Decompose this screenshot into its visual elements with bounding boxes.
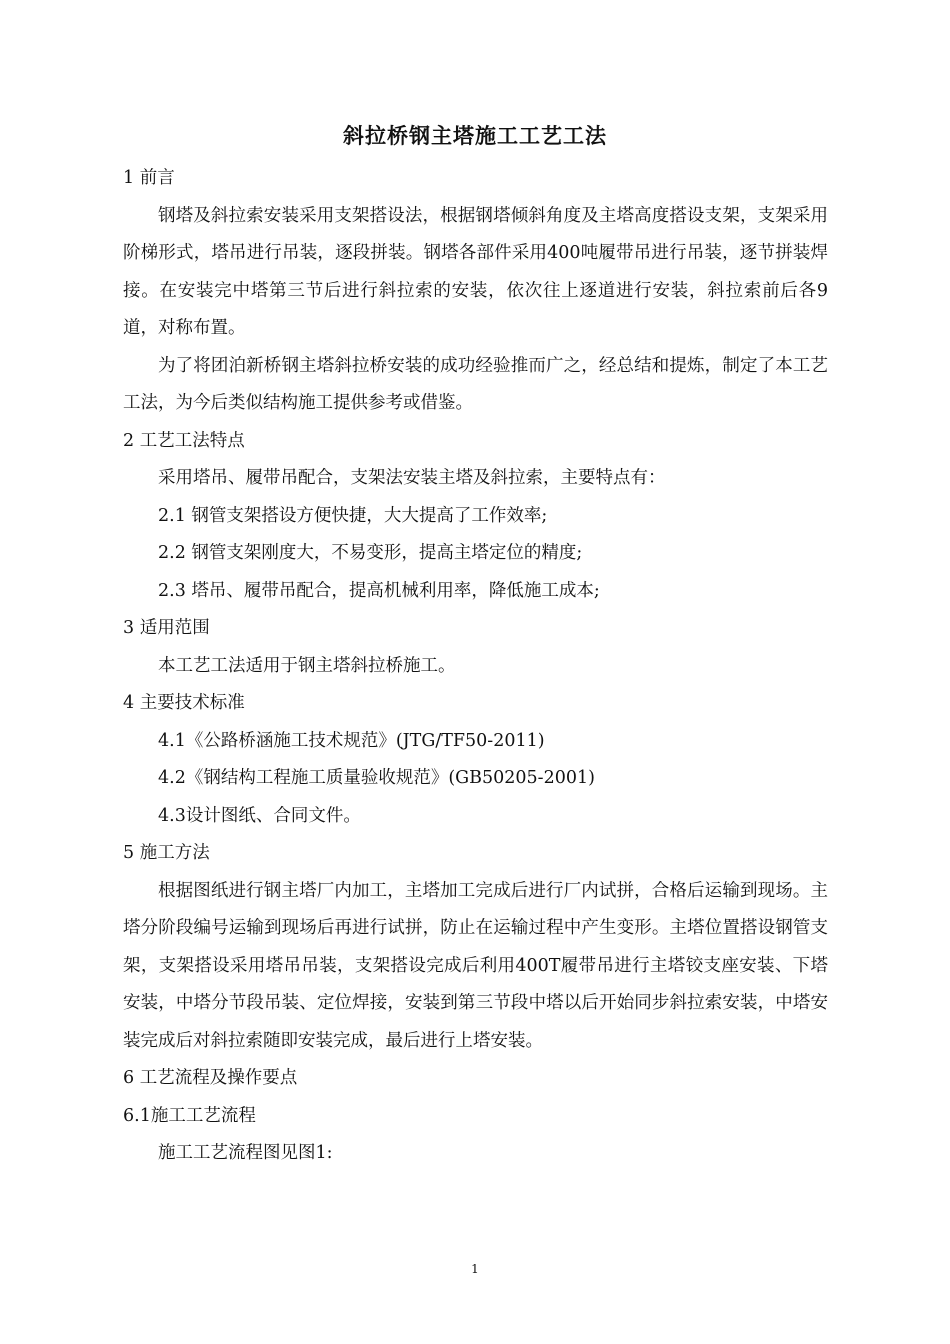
document-body	[123, 160, 828, 1173]
section-5-paragraph-1: 根据图纸进行钢主塔厂内加工，主塔加工完成后进行厂内试拼，合格后运输到现场。主塔分阶段编号运输到现场后再进行试拼，防止在运输过程中产生变形。主塔位置搭设钢管支架，支架搭设采用塔吊吊装，支架搭设完成后利用400T履带吊进行主塔铰支座安装、下塔安装，中塔分节段吊装、定位焊接，安装到第三节段中塔以后开始同步斜拉索安装，中塔安装完成后对斜拉索随即安装完成，最后进行上塔安装。	[123, 880, 828, 1051]
section-1-heading: 1 前言	[123, 168, 175, 188]
section-1-paragraph-2: 为了将团泊新桥钢主塔斜拉桥安装的成功经验推而广之，经总结和提炼，制定了本工艺工法，为今后类似结构施工提供参考或借鉴。	[123, 355, 828, 413]
section-4-heading: 4 主要技术标准	[123, 693, 245, 713]
section-2-item: 2.3 塔吊、履带吊配合，提高机械利用率，降低施工成本;	[158, 580, 600, 601]
page-number: 1	[471, 1262, 479, 1276]
section-6-1-heading: 6.1施工工艺流程	[123, 1105, 256, 1126]
section-3-paragraph-1: 本工艺工法适用于钢主塔斜拉桥施工。	[158, 655, 456, 676]
section-3-heading: 3 适用范围	[123, 618, 210, 638]
section-2-paragraph-1: 采用塔吊、履带吊配合，支架法安装主塔及斜拉索，主要特点有：	[158, 468, 666, 488]
section-4-item: 4.3设计图纸、合同文件。	[158, 805, 361, 826]
section-5-heading: 5 施工方法	[123, 843, 210, 863]
section-2-heading: 2 工艺工法特点	[123, 430, 245, 451]
section-6-paragraph-1: 施工工艺流程图见图1:	[158, 1143, 333, 1163]
section-2-item: 2.1 钢管支架搭设方便快捷，大大提高了工作效率;	[158, 505, 548, 526]
section-4-item: 4.1《公路桥涵施工技术规范》(JTG/TF50-2011)	[158, 730, 545, 751]
document-title: 斜拉桥钢主塔施工工艺工法	[343, 124, 607, 148]
section-1-paragraph-1: 钢塔及斜拉索安装采用支架搭设法，根据钢塔倾斜角度及主塔高度搭设支架，支架采用阶梯形式，塔吊进行吊装，逐段拼装。钢塔各部件采用400吨履带吊进行吊装，逐节拼装焊接。在安装完中塔第三节后进行斜拉索的安装，依次往上逐道进行安装，斜拉索前后各9道，对称布置。	[123, 205, 828, 338]
section-2-item: 2.2 钢管支架刚度大，不易变形，提高主塔定位的精度;	[158, 543, 583, 563]
section-4-item: 4.2《钢结构工程施工质量验收规范》(GB50205-2001)	[158, 768, 595, 788]
section-6-heading: 6 工艺流程及操作要点	[123, 1068, 298, 1088]
